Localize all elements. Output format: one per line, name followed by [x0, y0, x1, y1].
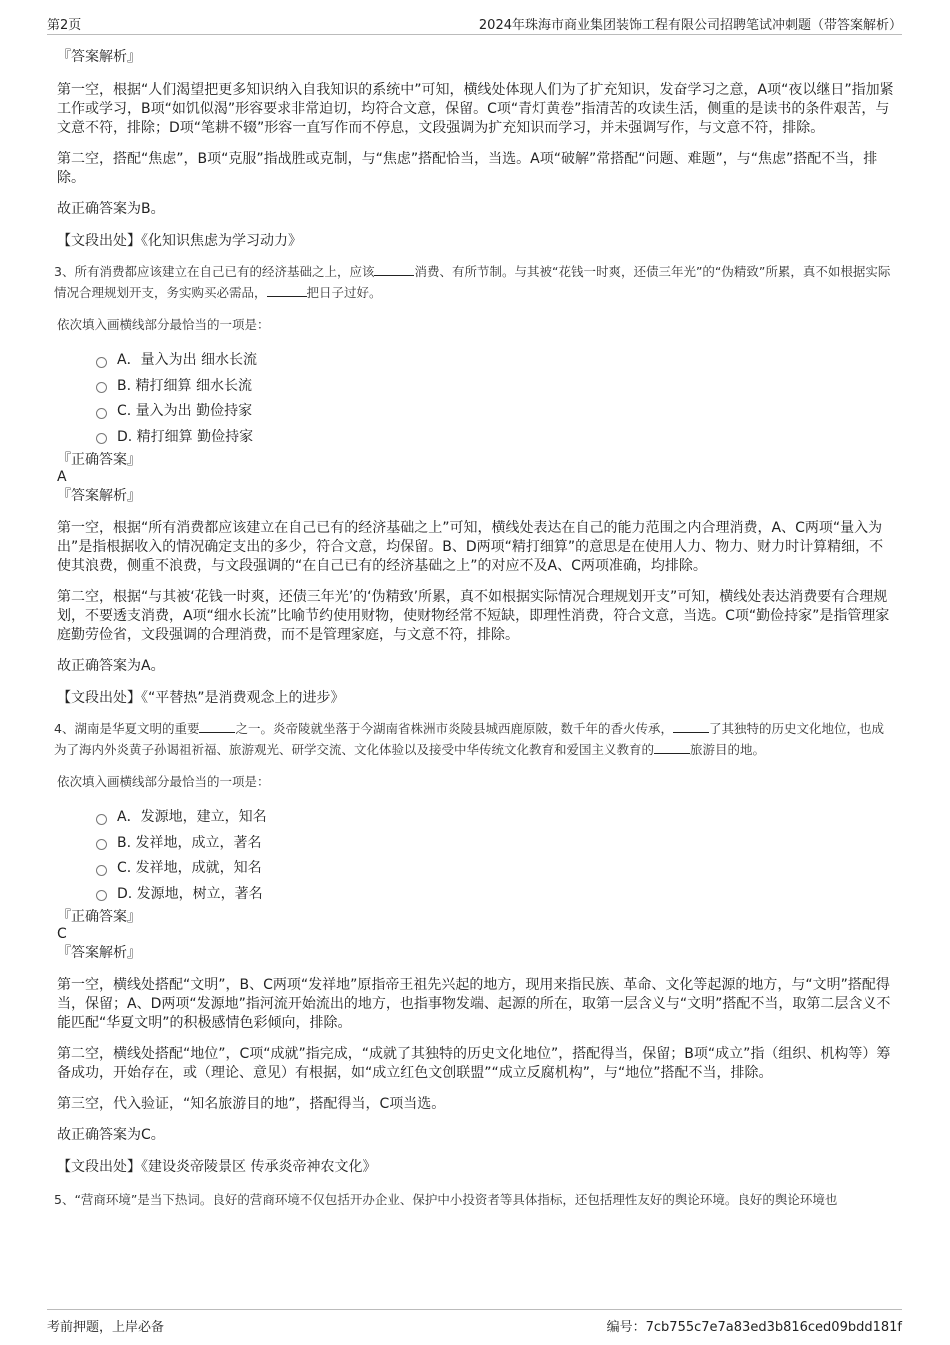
q2-analysis-p2: 第二空，搭配“焦虑”，B项“克服”指战胜或克制，与“焦虑”搭配恰当，当选。A项“破解”常搭配“问题、难题”，与“焦虑”搭配不当，排除。 — [57, 151, 878, 186]
q4-analysis-p1: 第一空，横线处搭配“文明”，B、C两项“发祥地”原指帝王祖先兴起的地方，现用来指民族、革命、文化等起源的地方，与“文明”搭配得当，保留；A、D两项“发源地”指河流开始流出的地方，也指事物发端、起源的所在，取第一层含义与“文明”搭配不当，取第二层含义不能匹配“华夏文明”的积极感情色彩倾向，排除。 — [57, 977, 891, 1031]
question-5: 5、“营商环境”是当下热词。良好的营商环境不仅包括开办企业、保护中小投资者等具体指标，还包括理性友好的舆论环境。良好的舆论环境也 — [54, 1192, 838, 1207]
footer-slogan: 考前押题，上岸必备 — [47, 1320, 165, 1335]
page-content — [54, 48, 895, 1210]
blank — [654, 741, 690, 754]
blank — [374, 263, 414, 276]
radio-icon[interactable] — [96, 839, 107, 850]
q4-answer: C — [57, 926, 67, 942]
q4-source: 【文段出处】《建设炎帝陵景区 传承炎帝神农文化》 — [57, 1159, 377, 1175]
q3-source: 【文段出处】《“平替热”是消费观念上的进步》 — [57, 690, 345, 706]
q3-conclusion: 故正确答案为A。 — [57, 658, 165, 674]
analysis-label: 『答案解析』 — [57, 945, 141, 961]
page-footer — [47, 1309, 902, 1335]
blank — [199, 720, 235, 733]
q3-analysis-p2: 第二空，根据“与其被‘花钱一时爽，还债三年光’的‘伪精致’所累，真不如根据实际情况合理规划开支”可知，横线处表达消费要有合理规划，不要透支消费，A项“细水长流”比喻节约使用财物，使财物经常不短缺，即理性消费，符合文意，当选。C项“勤俭持家”是指管理家庭勤劳俭省，文段强调的合理消费，而不是管理家庭，与文意不符，排除。 — [57, 589, 890, 643]
q4-analysis-p3: 第三空，代入验证，“知名旅游目的地”，搭配得当，C项当选。 — [57, 1096, 446, 1112]
blank — [267, 284, 307, 297]
q2-source: 【文段出处】《化知识焦虑为学习动力》 — [57, 233, 302, 249]
q4-conclusion: 故正确答案为C。 — [57, 1127, 165, 1143]
question-prompt: 依次填入画横线部分最恰当的一项是： — [57, 317, 270, 332]
correct-answer-label: 『正确答案』 — [57, 909, 141, 925]
q3-option-b[interactable]: B. 精打细算 细水长流 — [96, 374, 895, 400]
q2-conclusion: 故正确答案为B。 — [57, 201, 165, 217]
q4-option-d[interactable]: D. 发源地，树立，著名 — [96, 882, 895, 908]
radio-icon[interactable] — [96, 408, 107, 419]
radio-icon[interactable] — [96, 433, 107, 444]
q4-option-c[interactable]: C. 发祥地，成就，知名 — [96, 856, 895, 882]
blank — [673, 720, 709, 733]
q3-option-a[interactable]: A．量入为出 细水长流 — [96, 348, 895, 374]
q4-option-a[interactable]: A．发源地，建立，知名 — [96, 805, 895, 831]
q3-answer: A — [57, 469, 67, 485]
question-4: 4、湖南是华夏文明的重要 之一。炎帝陵就坐落于今湖南省株洲市炎陵县城西鹿原陂，数千年的香火传承， 了其独特的历史文化地位，也成为了海内外炎黄子孙谒祖祈福、旅游观光、研学交流、文化体验以及接受中华传统文化教育和爱国主义教育的 旅游目的地。 — [54, 721, 884, 757]
question-prompt: 依次填入画横线部分最恰当的一项是： — [57, 774, 270, 789]
document-id: 编号：7cb755c7e7a83ed3b816ced09bdd181f — [606, 1320, 902, 1335]
analysis-label: 『答案解析』 — [57, 49, 141, 65]
q3-options — [96, 348, 895, 450]
q3-option-d[interactable]: D. 精打细算 勤俭持家 — [96, 425, 895, 451]
document-title: 2024年珠海市商业集团装饰工程有限公司招聘笔试冲刺题（带答案解析） — [478, 18, 902, 33]
q4-analysis-p2: 第二空，横线处搭配“地位”，C项“成就”指完成，“成就了其独特的历史文化地位”，搭配得当，保留；B项“成立”指（组织、机构等）筹备成功，开始存在，或（理论、意见）有根据，如“成立红色文创联盟”“成立反腐机构”，与“地位”搭配不当，排除。 — [57, 1046, 891, 1081]
analysis-label: 『答案解析』 — [57, 488, 141, 504]
radio-icon[interactable] — [96, 865, 107, 876]
page-number: 第2页 — [47, 18, 82, 33]
correct-answer-label: 『正确答案』 — [57, 452, 141, 468]
q4-option-b[interactable]: B. 发祥地，成立，著名 — [96, 831, 895, 857]
radio-icon[interactable] — [96, 357, 107, 368]
page-header — [47, 14, 902, 35]
q4-options — [96, 805, 895, 907]
radio-icon[interactable] — [96, 814, 107, 825]
q2-analysis-p1: 第一空，根据“人们渴望把更多知识纳入自我知识的系统中”可知，横线处体现人们为了扩充知识，发奋学习之意，A项“夜以继日”指加紧工作或学习，B项“如饥似渴”形容要求非常迫切，均符合文意，保留。C项“青灯黄卷”指清苦的攻读生活，侧重的是读书的条件艰苦，与文意不符，排除；D项“笔耕不辍”形容一直写作而不停息，文段强调为扩充知识而学习，并未强调写作，与文意不符，排除。 — [57, 82, 894, 136]
q3-analysis-p1: 第一空，根据“所有消费都应该建立在自己已有的经济基础之上”可知，横线处表达在自己的能力范围之内合理消费，A、C两项“量入为出”是指根据收入的情况确定支出的多少，符合文意，均保留。B、D两项“精打细算”的意思是在使用人力、物力、财力时计算精细，不使其浪费，侧重不浪费，与文段强调的“在自己已有的经济基础之上”的对应不及A、C两项准确，均排除。 — [57, 520, 884, 574]
radio-icon[interactable] — [96, 890, 107, 901]
radio-icon[interactable] — [96, 382, 107, 393]
question-3: 3、所有消费都应该建立在自己已有的经济基础之上，应该 消费、有所节制。与其被“花钱一时爽，还债三年光”的“伪精致”所累，真不如根据实际情况合理规划开支，务实购买必需品， 把日子过好。 — [54, 264, 891, 300]
q3-option-c[interactable]: C. 量入为出 勤俭持家 — [96, 399, 895, 425]
